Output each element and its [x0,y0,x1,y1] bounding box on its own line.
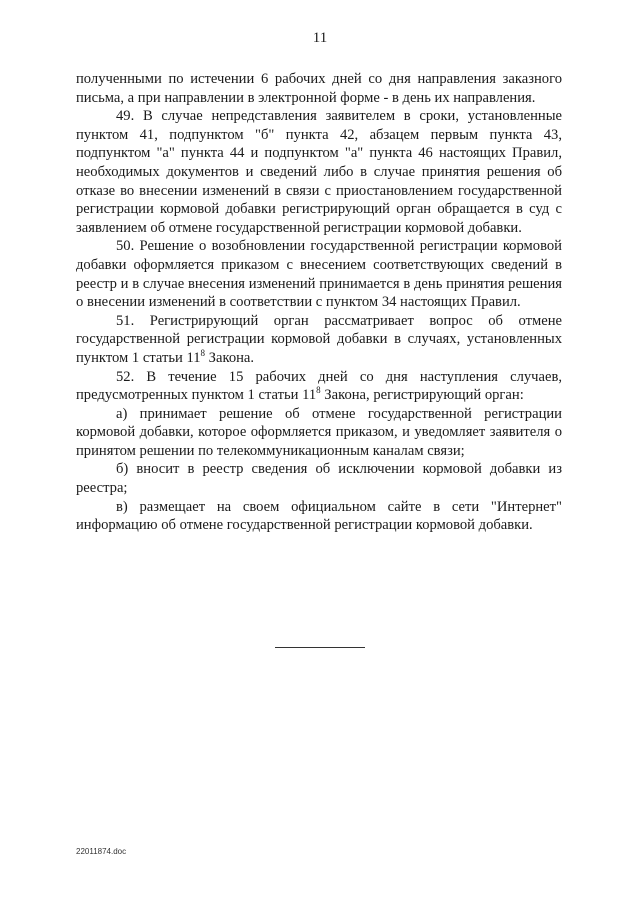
page-number: 11 [312,30,328,46]
subparagraph-b: б) вносит в реестр сведения об исключении кормовой добавки из реестра; [76,461,562,497]
footer-filename: 22011874.doc [76,847,127,856]
paragraph-49: 49. В случае непредставления заявителем в сроки, установленные пунктом 41, подпунктом "б" пункта 42, абзацем первым пункта 43, подпунктом "а" пункта 44 и подпунктом "а" пункта 46 настоящих Правил, необходимых документов и сведений либо в случае принятия решения об отказе во внесении изменений в связи с приостановлением государственной регистрации кормовой добавки регистрирующий орган обращается в суд с заявлением об отмене государственной регистрации кормовой добавки. [76,108,562,236]
paragraph-51 [76,312,562,368]
paragraph-52-tail: Закона, регистрирующий орган: [320,387,524,404]
paragraph-50: 50. Решение о возобновлении государственной регистрации кормовой добавки оформляется приказом с внесением соответствующих сведений в реестр и в случае внесения изменений принимается в день принятия решения о внесении изменений в соответствии с пунктом 34 настоящих Правил. [76,238,562,311]
paragraph-52 [76,368,562,405]
paragraph-51-superscript: 8 [200,347,206,358]
document-body [76,70,562,535]
paragraph-52-text: 52. В течение 15 рабочих дней со дня наступления случаев, предусмотренных пунктом 1 статьи 11 [76,368,562,404]
paragraph-52-superscript: 8 [316,385,321,396]
subparagraph-c: в) размещает на своем официальном сайте в сети "Интернет" информацию об отмене государственной регистрации кормовой добавки. [76,498,562,534]
paragraph-continuation: полученными по истечении 6 рабочих дней со дня направления заказного письма, а при направлении в электронной форме - в день их направления. [76,71,562,106]
paragraph-51-tail: Закона. [205,349,255,366]
paragraph-51-text: 51. Регистрирующий орган рассматривает вопрос об отмене государственной регистрации кормовой добавки в случаях, установленных пунктом 1 статьи 11 [76,312,562,366]
end-divider [275,647,365,648]
subparagraph-a: а) принимает решение об отмене государственной регистрации кормовой добавки, которое оформляется приказом, и уведомляет заявителя о принятом решении по телекоммуникационным каналам связи; [76,405,562,459]
